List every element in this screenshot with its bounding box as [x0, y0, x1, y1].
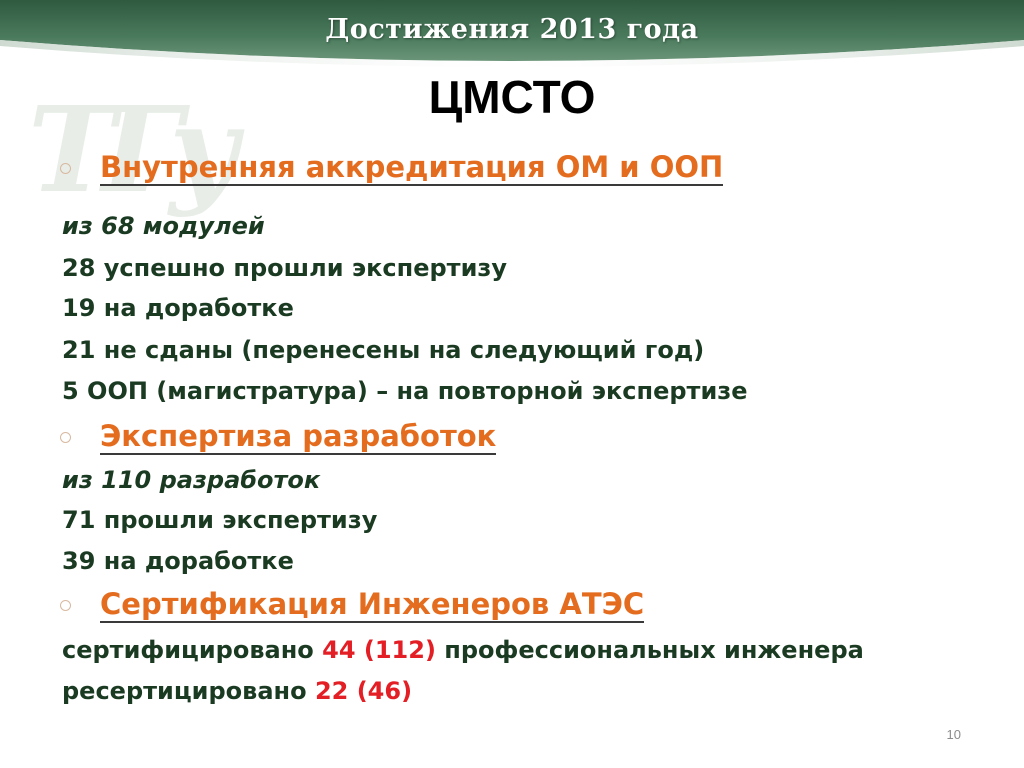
page-number: 10	[946, 727, 961, 742]
section-heading-text: Внутренняя аккредитация ОМ и ООП	[100, 150, 724, 184]
recertified-line	[62, 677, 412, 705]
circle-bullet-icon	[60, 163, 71, 174]
section-heading-certification	[62, 587, 644, 623]
section-heading-expertise	[62, 419, 496, 455]
section-line: из 110 разработок	[62, 466, 321, 494]
section-line: 28 успешно прошли экспертизу	[62, 254, 507, 282]
circle-bullet-icon	[60, 432, 71, 443]
section-heading-accreditation	[62, 150, 723, 186]
section-line: 19 на доработке	[62, 294, 294, 322]
slide-title: Достижения 2013 года	[325, 14, 699, 45]
section-line: 71 прошли экспертизу	[62, 506, 378, 534]
section-line: 21 не сданы (перенесены на следующий год)	[62, 336, 705, 364]
section-heading-text: Экспертиза разработок	[100, 419, 497, 453]
section-heading-text: Сертификация Инженеров АТЭС	[100, 587, 645, 621]
section-line: 39 на доработке	[62, 547, 294, 575]
recertified-count: 22 (46)	[314, 677, 413, 705]
recertified-prefix: ресертицировано	[62, 677, 315, 705]
slide-subtitle: ЦМСТО	[428, 71, 596, 123]
certified-suffix: профессиональных инженера	[435, 636, 864, 664]
logo-watermark: ТГу	[28, 80, 226, 219]
certified-count: 44 (112)	[322, 636, 436, 664]
section-line: из 68 модулей	[62, 212, 265, 240]
circle-bullet-icon	[60, 600, 71, 611]
certified-prefix: сертифицировано	[62, 636, 323, 664]
certified-line	[62, 636, 864, 664]
section-line: 5 ООП (магистратура) – на повторной экспертизе	[62, 377, 748, 405]
